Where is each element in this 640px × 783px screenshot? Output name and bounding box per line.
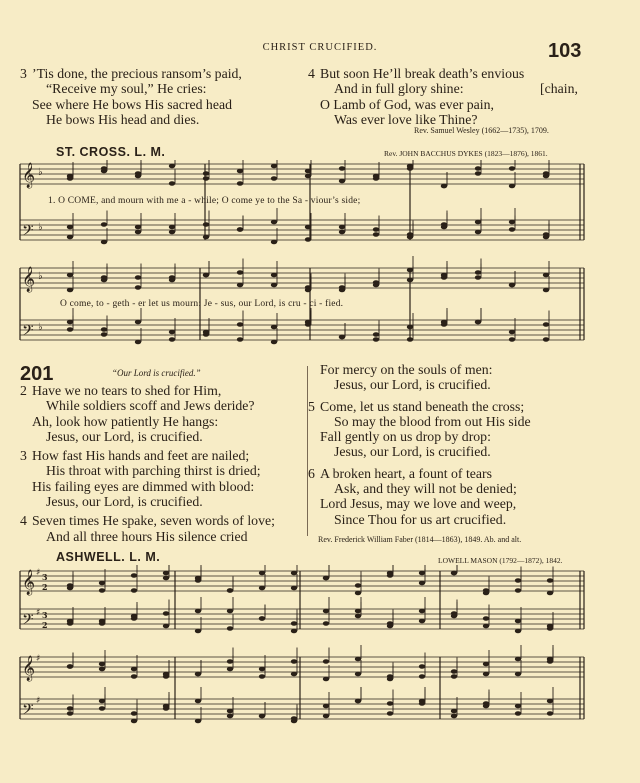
- notehead: [509, 184, 515, 189]
- notehead: [323, 609, 329, 614]
- verse-line: [chain,: [540, 81, 578, 97]
- notehead: [547, 657, 553, 662]
- notehead: [547, 711, 553, 716]
- notehead: [509, 337, 515, 342]
- hymn-number: 201: [20, 363, 54, 385]
- notehead: [135, 320, 141, 325]
- notehead: [355, 583, 361, 588]
- notehead: [203, 171, 209, 176]
- verse-number: 3: [20, 66, 27, 81]
- notehead: [227, 626, 233, 631]
- svg-text:♯: ♯: [36, 608, 41, 618]
- notehead: [355, 699, 361, 704]
- svg-text:𝄢: 𝄢: [22, 611, 34, 632]
- notehead: [227, 709, 233, 714]
- notehead: [543, 322, 549, 327]
- svg-text:♯: ♯: [36, 568, 41, 578]
- tune1-lyrics-line1: 1. O COME, and mourn with me a - while; O come ye to the Sa - viour’s side;: [48, 196, 361, 206]
- notehead: [237, 283, 243, 288]
- notehead: [237, 169, 243, 174]
- svg-text:𝄢: 𝄢: [22, 222, 34, 243]
- notehead: [237, 227, 243, 232]
- notehead: [99, 699, 105, 704]
- verse-line: So may the blood from out His side: [334, 413, 531, 429]
- notehead: [543, 273, 549, 278]
- notehead: [373, 232, 379, 237]
- notehead: [131, 573, 137, 578]
- verse-line: 6 A broken heart, a fount of tears: [308, 465, 493, 481]
- notehead: [101, 222, 107, 227]
- notehead: [387, 677, 393, 682]
- notehead: [509, 220, 515, 225]
- notehead: [323, 714, 329, 719]
- notehead: [101, 169, 107, 174]
- notehead: [387, 701, 393, 706]
- notehead: [339, 225, 345, 230]
- svg-text:2: 2: [42, 620, 48, 630]
- notehead: [101, 332, 107, 337]
- notehead: [419, 609, 425, 614]
- notehead: [131, 614, 137, 619]
- notehead: [271, 283, 277, 288]
- notehead: [101, 278, 107, 283]
- notehead: [373, 337, 379, 342]
- verse-line: And all three hours His silence cried: [46, 528, 248, 544]
- tune1-lyrics-line2: O come, to - geth - er let us mourn: Je - sus, our Lord, is cru - ci - fied.: [60, 299, 344, 309]
- notehead: [135, 340, 141, 345]
- notehead: [67, 583, 73, 588]
- notehead: [483, 701, 489, 706]
- notehead: [475, 230, 481, 235]
- notehead: [203, 273, 209, 278]
- notehead: [451, 611, 457, 616]
- verse-line: But soon He’ll break death’s envious: [320, 66, 525, 81]
- svg-text:𝄢: 𝄢: [22, 701, 34, 722]
- verse-line: Jesus, our Lord, is crucified.: [334, 377, 491, 393]
- notehead: [227, 667, 233, 672]
- notehead: [169, 181, 175, 186]
- notehead: [195, 719, 201, 724]
- notehead: [259, 667, 265, 672]
- notehead: [451, 709, 457, 714]
- notehead: [99, 706, 105, 711]
- notehead: [373, 332, 379, 337]
- notehead: [135, 275, 141, 280]
- notehead: [419, 571, 425, 576]
- svg-text:𝄞: 𝄞: [22, 267, 36, 292]
- verse-line: Ask, and they will not be denied;: [334, 481, 517, 497]
- svg-text:♭: ♭: [38, 271, 43, 282]
- svg-text:3: 3: [42, 610, 48, 620]
- notehead: [509, 166, 515, 171]
- notehead: [339, 335, 345, 340]
- verse-line: Lord Jesus, may we love and weep,: [320, 496, 517, 512]
- svg-text:𝄞: 𝄞: [22, 163, 36, 188]
- svg-text:♭: ♭: [38, 167, 43, 178]
- notehead: [543, 174, 549, 179]
- tune1-score: [0, 160, 640, 350]
- notehead: [373, 227, 379, 232]
- notehead: [259, 586, 265, 591]
- notehead: [237, 181, 243, 186]
- notehead: [475, 171, 481, 176]
- notehead: [291, 629, 297, 634]
- notehead: [237, 270, 243, 275]
- notehead: [67, 273, 73, 278]
- notehead: [67, 664, 73, 669]
- notehead: [441, 275, 447, 280]
- notehead: [419, 664, 425, 669]
- notehead: [475, 220, 481, 225]
- verse-line: 3 How fast His hands and feet are nailed;: [20, 448, 250, 464]
- notehead: [515, 619, 521, 624]
- notehead: [543, 232, 549, 237]
- notehead: [131, 588, 137, 593]
- page-number: 103: [548, 40, 582, 62]
- notehead: [441, 184, 447, 189]
- verse-3: [20, 66, 242, 127]
- notehead: [387, 621, 393, 626]
- notehead: [259, 571, 265, 576]
- notehead: [237, 322, 243, 327]
- notehead: [99, 667, 105, 672]
- notehead: [271, 325, 277, 330]
- notehead: [67, 706, 73, 711]
- notehead: [67, 176, 73, 181]
- notehead: [483, 672, 489, 677]
- notehead: [195, 629, 201, 634]
- verse-line: 4 Seven times He spake, seven words of love;: [20, 513, 275, 529]
- notehead: [99, 581, 105, 586]
- hymn-credit: Rev. Frederick William Faber (1814—1863), 1849. Ab. and alt.: [318, 535, 522, 544]
- notehead: [323, 659, 329, 664]
- verse-line: Was ever love like Thine?: [334, 111, 478, 127]
- notehead: [407, 164, 413, 169]
- notehead: [547, 626, 553, 631]
- notehead: [67, 320, 73, 325]
- notehead: [339, 230, 345, 235]
- notehead: [323, 677, 329, 682]
- verse-4: [308, 66, 578, 127]
- notehead: [355, 614, 361, 619]
- notehead: [259, 616, 265, 621]
- notehead: [515, 711, 521, 716]
- notehead: [387, 711, 393, 716]
- notehead: [271, 220, 277, 225]
- notehead: [355, 609, 361, 614]
- notehead: [163, 576, 169, 581]
- notehead: [515, 578, 521, 583]
- notehead: [407, 232, 413, 237]
- notehead: [355, 591, 361, 596]
- notehead: [509, 330, 515, 335]
- notehead: [419, 674, 425, 679]
- notehead: [169, 225, 175, 230]
- notehead: [291, 621, 297, 626]
- verse-line: 2 Have we no tears to shed for Him,: [20, 383, 222, 398]
- notehead: [441, 225, 447, 230]
- svg-text:♭: ♭: [38, 322, 43, 333]
- svg-text:♭: ♭: [38, 222, 43, 233]
- notehead: [195, 699, 201, 704]
- svg-text:𝄢: 𝄢: [22, 322, 34, 343]
- notehead: [407, 325, 413, 330]
- notehead: [475, 166, 481, 171]
- notehead: [131, 674, 137, 679]
- notehead: [451, 669, 457, 674]
- notehead: [271, 340, 277, 345]
- notehead: [163, 672, 169, 677]
- notehead: [271, 273, 277, 278]
- notehead: [475, 270, 481, 275]
- notehead: [227, 588, 233, 593]
- notehead: [305, 322, 311, 327]
- verse-line: Fall gently on us drop by drop:: [320, 429, 491, 445]
- notehead: [99, 588, 105, 593]
- verse-line: O Lamb of God, was ever pain,: [320, 96, 494, 112]
- notehead: [131, 719, 137, 724]
- notehead: [131, 711, 137, 716]
- verse-line: Ah, look how patiently He hangs:: [32, 413, 219, 429]
- notehead: [483, 616, 489, 621]
- notehead: [271, 176, 277, 181]
- notehead: [67, 621, 73, 626]
- notehead: [323, 704, 329, 709]
- tune-name: ST. CROSS. L. M.: [56, 145, 166, 159]
- notehead: [451, 714, 457, 719]
- notehead: [475, 320, 481, 325]
- notehead: [407, 337, 413, 342]
- notehead: [339, 285, 345, 290]
- notehead: [203, 222, 209, 227]
- notehead: [483, 588, 489, 593]
- hymn-left-column: [20, 383, 275, 544]
- composer-credit: LOWELL MASON (1792—1872), 1842.: [438, 556, 563, 565]
- notehead: [475, 275, 481, 280]
- tune-name: ASHWELL. L. M.: [56, 550, 161, 564]
- notehead: [547, 578, 553, 583]
- notehead: [169, 330, 175, 335]
- notehead: [419, 699, 425, 704]
- verse-line: His failing eyes are dimmed with blood:: [32, 478, 255, 494]
- svg-text:♯: ♯: [36, 696, 41, 706]
- notehead: [305, 237, 311, 242]
- notehead: [271, 164, 277, 169]
- running-title: CHRIST CRUCIFIED.: [262, 42, 378, 53]
- notehead: [387, 573, 393, 578]
- notehead: [515, 629, 521, 634]
- notehead: [483, 662, 489, 667]
- notehead: [373, 174, 379, 179]
- notehead: [291, 672, 297, 677]
- notehead: [509, 227, 515, 232]
- verse-credit: Rev. Samuel Wesley (1662—1735), 1709.: [414, 126, 549, 135]
- verse-line: His throat with parching thirst is dried;: [46, 463, 261, 479]
- notehead: [237, 337, 243, 342]
- notehead: [169, 275, 175, 280]
- notehead: [515, 672, 521, 677]
- notehead: [101, 327, 107, 332]
- verse-line: “Receive my soul,” He cries:: [46, 81, 207, 97]
- notehead: [419, 581, 425, 586]
- svg-text:2: 2: [42, 582, 48, 592]
- notehead: [259, 674, 265, 679]
- verse-line: 5 Come, let us stand beneath the cross;: [308, 398, 525, 414]
- notehead: [355, 672, 361, 677]
- notehead: [483, 624, 489, 629]
- notehead: [271, 240, 277, 245]
- notehead: [195, 609, 201, 614]
- notehead: [547, 699, 553, 704]
- notehead: [135, 285, 141, 290]
- notehead: [67, 235, 73, 240]
- notehead: [509, 283, 515, 288]
- svg-text:𝄞: 𝄞: [22, 656, 36, 681]
- notehead: [163, 571, 169, 576]
- notehead: [67, 327, 73, 332]
- notehead: [67, 288, 73, 293]
- notehead: [169, 337, 175, 342]
- notehead: [451, 571, 457, 576]
- notehead: [515, 657, 521, 662]
- notehead: [515, 704, 521, 709]
- notehead: [305, 174, 311, 179]
- notehead: [291, 586, 297, 591]
- notehead: [163, 704, 169, 709]
- verse-line: Since Thou for us art crucified.: [334, 511, 507, 527]
- notehead: [259, 714, 265, 719]
- notehead: [543, 337, 549, 342]
- notehead: [355, 657, 361, 662]
- notehead: [323, 621, 329, 626]
- notehead: [135, 230, 141, 235]
- notehead: [515, 588, 521, 593]
- notehead: [135, 225, 141, 230]
- verse-line: See where He bows His sacred head: [32, 96, 232, 112]
- notehead: [99, 619, 105, 624]
- notehead: [407, 268, 413, 273]
- notehead: [227, 714, 233, 719]
- notehead: [339, 179, 345, 184]
- verse-line: He bows His head and dies.: [46, 111, 200, 127]
- svg-text:♯: ♯: [36, 654, 41, 664]
- notehead: [135, 174, 141, 179]
- notehead: [131, 667, 137, 672]
- verse-line: While soldiers scoff and Jews deride?: [46, 398, 255, 414]
- notehead: [323, 576, 329, 581]
- notehead: [169, 164, 175, 169]
- notehead: [543, 288, 549, 293]
- notehead: [373, 280, 379, 285]
- svg-text:𝄞: 𝄞: [22, 570, 36, 595]
- hymn-subtitle: “Our Lord is crucified.”: [112, 368, 201, 378]
- notehead: [99, 662, 105, 667]
- notehead: [101, 240, 107, 245]
- notehead: [291, 659, 297, 664]
- notehead: [291, 719, 297, 724]
- notehead: [441, 320, 447, 325]
- verse-number: 4: [308, 66, 315, 81]
- notehead: [163, 611, 169, 616]
- composer-credit: Rev. JOHN BACCHUS DYKES (1823—1876), 1861.: [384, 149, 548, 158]
- notehead: [451, 674, 457, 679]
- notehead: [305, 169, 311, 174]
- notehead: [195, 576, 201, 581]
- verse-line: Jesus, our Lord, is crucified.: [46, 494, 203, 510]
- notehead: [203, 235, 209, 240]
- verse-line: ’Tis done, the precious ransom’s paid,: [32, 66, 242, 81]
- notehead: [305, 288, 311, 293]
- notehead: [169, 230, 175, 235]
- notehead: [227, 609, 233, 614]
- tune2-score: [0, 565, 640, 765]
- notehead: [67, 711, 73, 716]
- notehead: [419, 619, 425, 624]
- notehead: [67, 225, 73, 230]
- notehead: [547, 591, 553, 596]
- verse-line: Jesus, our Lord, is crucified.: [334, 444, 491, 460]
- notehead: [291, 571, 297, 576]
- notehead: [305, 225, 311, 230]
- verse-line: For mercy on the souls of men:: [320, 362, 493, 377]
- notehead: [163, 624, 169, 629]
- hymn-right-column: [308, 362, 531, 527]
- verse-line: And in full glory shine:: [334, 81, 464, 97]
- notehead: [407, 278, 413, 283]
- notehead: [339, 166, 345, 171]
- notehead: [203, 176, 209, 181]
- notehead: [227, 659, 233, 664]
- svg-text:3: 3: [42, 572, 48, 582]
- notehead: [195, 672, 201, 677]
- verse-line: Jesus, our Lord, is crucified.: [46, 428, 203, 444]
- notehead: [203, 330, 209, 335]
